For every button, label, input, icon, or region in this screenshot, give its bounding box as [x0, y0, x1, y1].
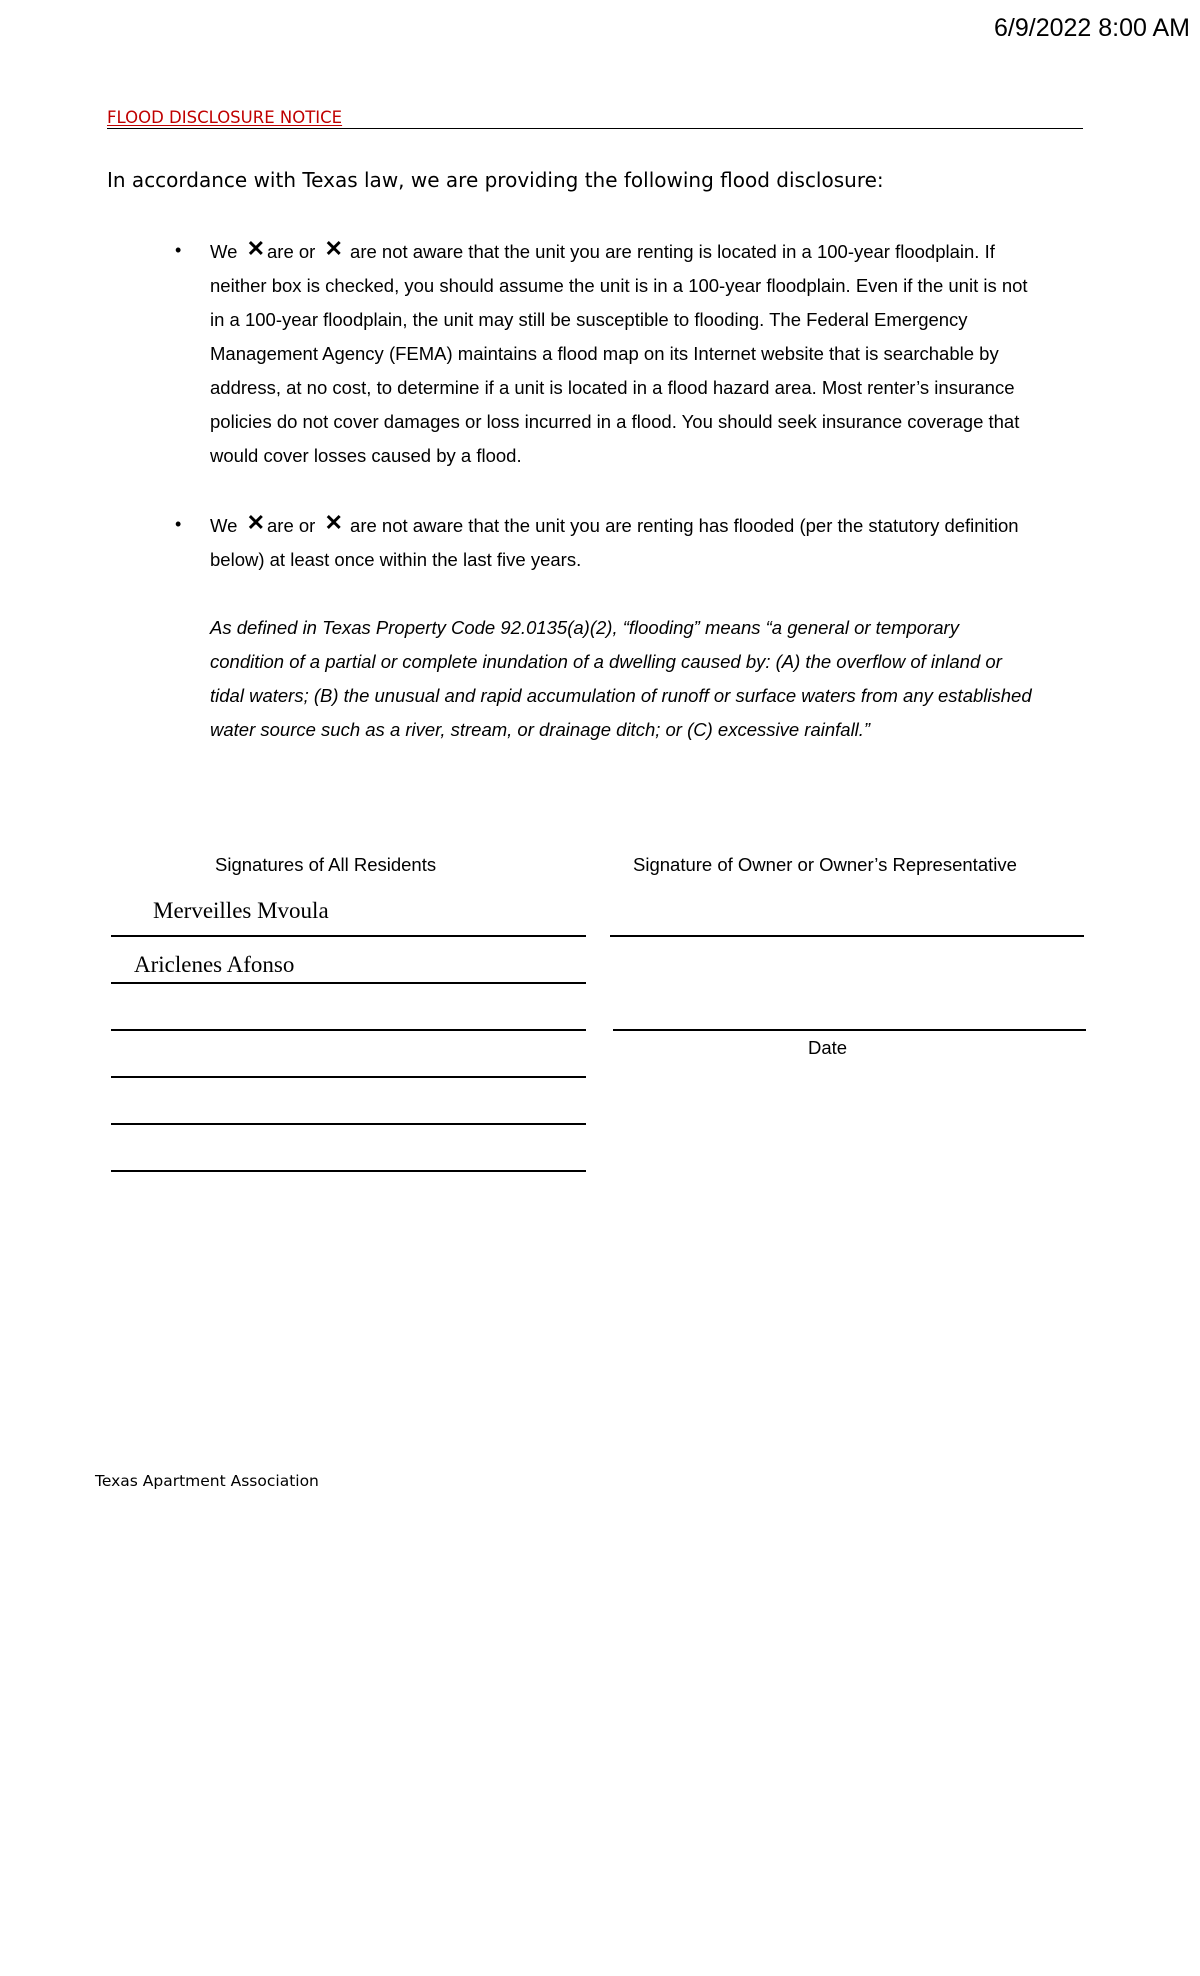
are-checkbox-mark[interactable]: ✕	[246, 510, 265, 535]
footer-organization: Texas Apartment Association	[95, 1472, 319, 1490]
definition-line: tidal waters; (B) the unusual and rapid accumulation of runoff or surface waters from any established	[210, 685, 1032, 706]
flooding-definition	[210, 611, 1090, 747]
resident-signature-line	[111, 935, 586, 937]
date-label: Date	[808, 1037, 848, 1058]
floodplain-paragraph	[210, 235, 1090, 473]
resident-signature-line	[111, 1076, 586, 1078]
resident-signature-line	[111, 1170, 586, 1172]
notice-title: FLOOD DISCLOSURE NOTICE	[107, 108, 343, 127]
definition-line: water source such as a river, stream, or drainage ditch; or (C) excessive rainfall.”	[210, 719, 871, 740]
bullet-dot: •	[175, 514, 182, 534]
paragraph-line: Management Agency (FEMA) maintains a flood map on its Internet website that is searchable by	[210, 343, 999, 364]
we-label: We	[210, 515, 238, 536]
are-checkbox-mark[interactable]: ✕	[246, 236, 265, 261]
intro-text: In accordance with Texas law, we are providing the following flood disclosure:	[107, 168, 884, 192]
paragraph-line: address, at no cost, to determine if a unit is located in a flood hazard area. Most renter’s insurance	[210, 377, 1015, 398]
definition-line: As defined in Texas Property Code 92.0135(a)(2), “flooding” means “a general or temporary	[210, 617, 959, 638]
bullet-dot: •	[175, 240, 182, 260]
are-or-label: are or	[267, 241, 316, 262]
resident-signature-2[interactable]: Ariclenes Afonso	[134, 952, 295, 977]
timestamp: 6/9/2022 8:00 AM	[994, 14, 1190, 42]
flooded-paragraph	[210, 509, 1090, 577]
owner-signature-line[interactable]	[610, 935, 1084, 937]
resident-signature-line	[111, 1123, 586, 1125]
we-label: We	[210, 241, 238, 262]
flooded-first-line-rest: are not aware that the unit you are renting has flooded (per the statutory definition	[350, 515, 1019, 536]
floodplain-first-line	[210, 235, 1090, 269]
residents-signatures-heading: Signatures of All Residents	[215, 854, 437, 875]
are-not-checkbox-mark[interactable]: ✕	[324, 236, 343, 261]
flooded-first-line	[210, 509, 1090, 543]
paragraph-line: neither box is checked, you should assume the unit is in a 100-year floodplain. Even if the unit is not	[210, 275, 1028, 296]
resident-signature-line	[111, 1029, 586, 1031]
title-rule	[107, 108, 1083, 129]
resident-signature-1[interactable]: Merveilles Mvoula	[153, 898, 329, 923]
are-not-checkbox-mark[interactable]: ✕	[324, 510, 343, 535]
paragraph-line: policies do not cover damages or loss incurred in a flood. You should seek insurance coverage that	[210, 411, 1020, 432]
resident-signature-line	[111, 982, 586, 984]
definition-line: condition of a partial or complete inundation of a dwelling caused by: (A) the overflow of inland or	[210, 651, 1002, 672]
are-or-label: are or	[267, 515, 316, 536]
date-line[interactable]	[613, 1029, 1086, 1031]
paragraph-line: in a 100-year floodplain, the unit may still be susceptible to flooding. The Federal Emergency	[210, 309, 968, 330]
paragraph-line: below) at least once within the last five years.	[210, 549, 582, 570]
owner-signature-heading: Signature of Owner or Owner’s Representative	[633, 854, 1017, 875]
paragraph-line: would cover losses caused by a flood.	[210, 445, 522, 466]
floodplain-first-line-rest: are not aware that the unit you are renting is located in a 100-year floodplain. If	[350, 241, 995, 262]
